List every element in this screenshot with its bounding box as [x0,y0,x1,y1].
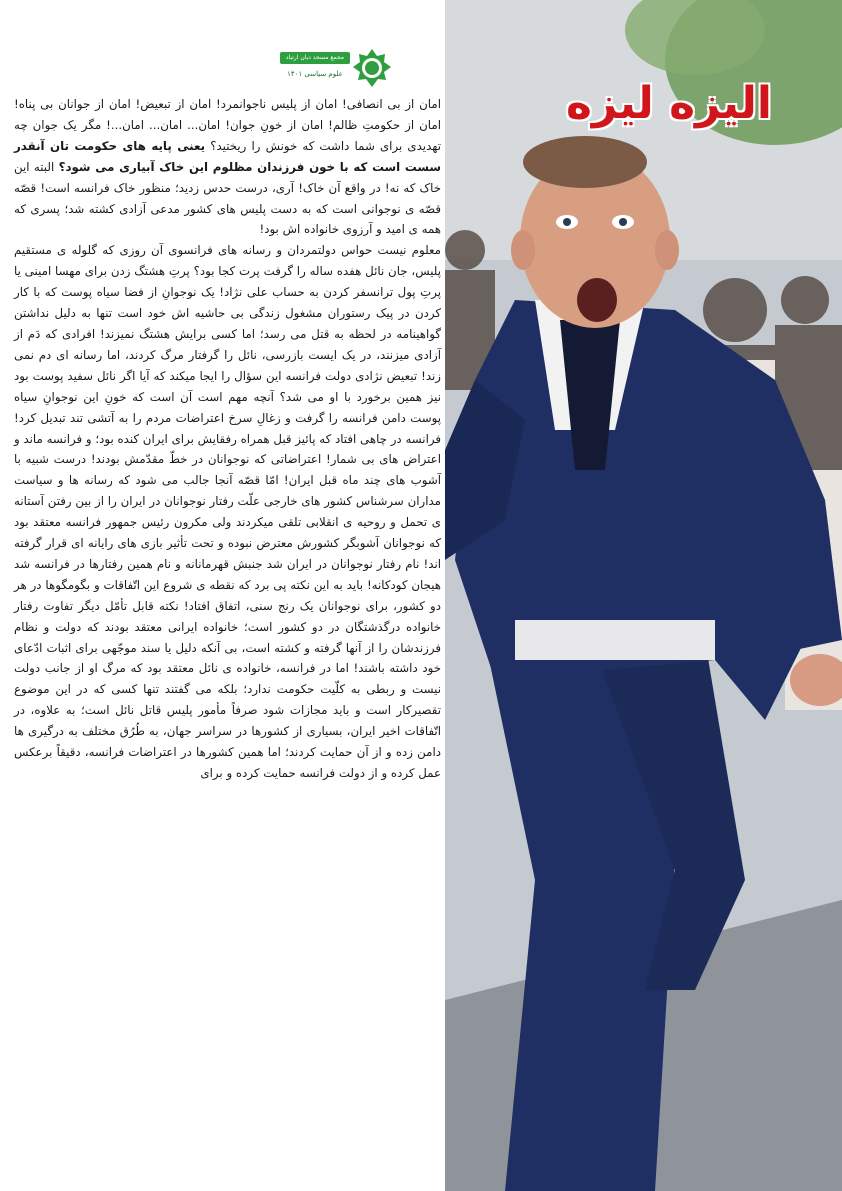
logo-line-2: علوم سیاسی ۱۴۰۱ [287,70,343,78]
logo-line-1: مجمع مسجد دیان ارتیاد [280,52,350,64]
publisher-logo [280,48,392,88]
headline: الیزه لیزه [565,78,772,129]
paragraph-1-intro: امان از بی انصافی! امان از پلیس ناجوانمرد! امان از تبعیض! امان از جوانان بی پناه! امان از حکومتِ ظالم! امان از خونِ جوان! امان... امان... امان...! مگر یک جوان چه تهدیدی برای شما داشت که خونش را ریختید؟ [14,97,441,153]
paragraph-1-continued: البته این خاک که نه! در واقع آن خاک! آری، درست حدس زدید؛ منظور خاک فرانسه است! قصّه قصّه ی نوجوانی است که به دست پلیس های کشور مدعی آزادی کشته شد؛ پسری که همه ی امید و آرزوی خانواده اش بود! [14,159,441,237]
logo-seal-icon [352,48,392,88]
article-paragraph-2: معلوم نیست حواس دولتمردان و رسانه های فرانسوی آن روزی که گلوله ی مستقیم پلیس، جان نائل هفده ساله را گرفت پرت کجا بود؟ پرتِ هشتگ زدن برای مهسا امینی یا پرتِ پول ترانسفر کردن به حساب علی نژاد! یک نوجوانِ از فضا سیاه پوست که با کار کردن در پیک رستوران مشغول زندگی بی حاشیه اش خود است تنها به دلیل نداشتن گواهینامه در لحظه به قتل می رسد؛ اما کسی برایش هشتگ نمیزند! افرادی که دَم از آزادی میزنند، در یک ایست بازرسی، نائل را گرفتار مرگ کردند، اما رسانه ای دم نمی زند! تبعیض نژادی دولت فرانسه این سؤال را ایجا میکند که آیا اگر نائل سفید پوست بود نیز همین برخورد با او می شد؟ آنچه مهم است آن است که خونِ این نوجوانِ سیاه پوست دامن فرانسه را گرفت و زغالِ سرخ اعتراضات مردم را به آتشی تند تبدیل کرد! فرانسه در چاهی افتاد که پائیز قبل همراه رفقایش برای ایران کنده بود؛ و فرانسه ماند و اعتراض های بی شمار! اعتراضاتی که نوجوانان در خطّ مقدّمش بودند! درست شبیه با آشوب های چند ماه قبل ایران! امّا قصّه آنجا جالب می شود که رسانه ها و سیاست مداران سرشناس کشور های خارجی علّت رفتار نوجوانان در ایران را از بین رفتن آستانه ی تحمل و روحیه ی انقلابی تلقی میکردند ولی مکرون رئیس جمهور فرانسه معتقد بود که نوجوانان آشوبگر کشورش معترض نبوده و تحت تأثیر بازی های رایانه ای قرار گرفته اند! نام رفتار نوجوانان در ایران شد جنبش قهرمانانه و نام همین رفتارها در فرانسه شد هیجان کودکانه! باید به این نکته پی برد که نقطه ی شروع این اتّفاقات و بگومگوها در هر دو کشور، برای نوجوانان یک رنج سنی، اتفاق افتاد! نکته قابل تأمّل دیگر تفاوت رفتار خانواده درگذشتگان در دو کشور است؛ خانواده ایرانی معتقد بودند که دولت و نظام فرزندشان را از آنها گرفته و کشته است، بی آنکه دلیل یا سند موجّهی برای اثبات ادّعای خود داشته باشند! اما در فرانسه، خانواده ی نائل معتقد بود که مرگ او از جانب دولت نیست و ربطی به کلّیت حکومت ندارد؛ بلکه می گفتند تنها کسی که در این موضوع تقصیرکار است و باید مجازات شود صرفاً مأمور پلیس قاتل نائل است؛ به علاوه، در اتّفاقات اخیر ایران، بسیاری از کشورها در سراسر جهان، به طُرُق مختلف به درگیری ها دامن زده و از آن حمایت کردند؛ اما همین کشورها در اعتراضات فرانسه، دقیقاً برعکس عمل کرده و از دولت فرانسه حمایت کرده و برای [14,243,441,780]
paragraph-1-bold-question: یعنی پایه های حکومت تان آنقدر سست است که با خون فرزندان مظلوم این خاک آبیاری می شود؟ [14,138,442,174]
article-paragraph-1 [14,94,441,240]
article-body [14,94,441,784]
cover-photo [445,0,842,1191]
running-man-illustration [445,0,842,1191]
